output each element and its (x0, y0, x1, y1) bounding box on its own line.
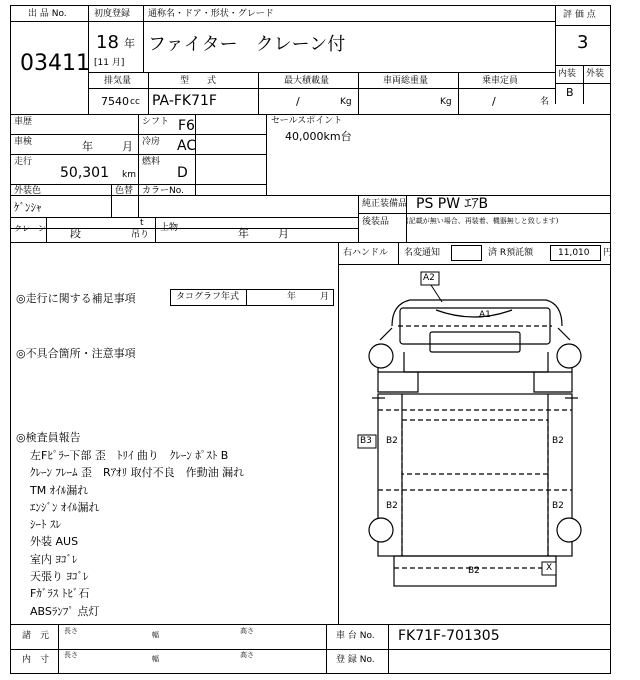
ac-value: AC (177, 138, 197, 154)
damage-mark-x: X (546, 563, 553, 573)
report-line: 室内 ﾖｺﾞﾚ (30, 552, 78, 566)
report-line: 外装 AUS (30, 535, 79, 549)
exterior-label: 外装 (586, 69, 605, 79)
inspection-month: 月 (122, 140, 133, 153)
history-label: 車歴 (14, 117, 33, 127)
report-line: ABSﾗﾝﾌﾟ 点灯 (30, 604, 100, 618)
report-line: ｴﾝｼﾞﾝ ｵｲﾙ漏れ (30, 500, 100, 514)
driving-notes-label: ◎走行に関する補足事項 (16, 292, 136, 305)
chassis-label: 車 台 No. (336, 631, 375, 641)
ac-label: 冷房 (142, 137, 161, 147)
report-line: ｼｰﾄ ｽﾚ (30, 518, 61, 532)
report-line: ｸﾚｰﾝ ﾌﾚｰﾑ 歪 Rｱｵﾘ 取付不良 作動油 漏れ (30, 466, 245, 480)
truck-wheels (369, 344, 581, 542)
width-label: 幅 (152, 631, 159, 639)
recycle-unit: 円 (603, 248, 613, 258)
crane-stage: 段 (70, 227, 81, 240)
interior-width-label: 幅 (152, 655, 159, 663)
max-load-slash: / (296, 95, 300, 108)
interior-dims-label: 内 寸 (22, 655, 50, 665)
displacement-value: 7540 (101, 95, 129, 108)
color-label: 外装色 (14, 186, 42, 196)
tachograph-year: 年 (287, 292, 297, 302)
equipment-value: PS PW ｴｱB (416, 196, 489, 212)
mileage-unit: km (122, 170, 136, 180)
interior-height-label: 高さ (240, 651, 254, 659)
capacity-slash: / (492, 95, 496, 108)
crane-hang: 吊り (131, 230, 150, 240)
report-line: TM ｵｲﾙ漏れ (30, 483, 89, 497)
shift-label: シフト (142, 117, 170, 127)
tachograph-month: 月 (320, 292, 330, 302)
aftermarket-note: (記載が無い場合、再装着、機器無しと致します) (406, 217, 559, 225)
color-change-label: 色替 (115, 186, 134, 196)
mileage-label: 走行 (14, 157, 33, 167)
report-line: 左Fﾋﾟﾗｰ下部 歪 ﾄﾘｲ 曲り ｸﾚｰﾝ ﾎﾟｽﾄ B (30, 449, 229, 462)
gross-weight-unit: Kg (440, 97, 452, 107)
equipment-label: 純正装備品 (362, 199, 408, 209)
max-load-label: 最大積載量 (284, 76, 330, 86)
crane-ton: t (140, 218, 144, 228)
crane-month: 月 (278, 227, 289, 240)
inspector-report-label: ◎検査員報告 (16, 431, 81, 444)
height-label: 高さ (240, 627, 254, 635)
tachograph-label: タコグラフ年式 (176, 292, 240, 302)
damage-mark-b2-right-upper: B2 (552, 436, 564, 446)
inspector-report-lines (30, 447, 244, 620)
crane-year: 年 (238, 227, 249, 240)
interior-label: 内装 (558, 69, 577, 79)
model-code: PA-FK71F (152, 93, 217, 109)
truck-diagram (372, 300, 578, 586)
score-label: 評 価 点 (563, 10, 596, 20)
model-code-label: 型 式 (180, 76, 217, 86)
chassis-number: FK71F-701305 (398, 628, 500, 644)
damage-mark-a1: A1 (479, 310, 491, 320)
crane-up-label: 上物 (160, 223, 179, 233)
inspection-label: 車検 (14, 137, 33, 147)
displacement-label: 排気量 (104, 76, 132, 86)
shift-value: F6 (178, 118, 195, 134)
crane-label: クレーン (14, 224, 46, 233)
damage-mark-b2-left-lower: B2 (386, 501, 398, 511)
capacity-unit: 名 (540, 97, 550, 107)
defects-label: ◎不具合箇所・注意事項 (16, 347, 136, 360)
model-name-label: 通称名・ドア・形状・グレード (148, 9, 274, 19)
inspection-year: 年 (82, 140, 93, 153)
first-reg-month: [11 月] (94, 58, 125, 68)
first-reg-year-unit: 年 (124, 37, 135, 50)
report-line: 天張り ﾖｺﾞﾚ (30, 570, 89, 584)
fuel-label: 燃料 (142, 157, 161, 167)
lot-label: 出 品 No. (28, 9, 67, 19)
color-code-label: カラーNo. (142, 186, 184, 196)
first-reg-year: 18 (96, 32, 119, 53)
recycle-amount: 11,010 (558, 248, 590, 258)
fuel-value: D (177, 165, 188, 181)
interior-grade: B (566, 86, 574, 99)
dims-label: 諸 元 (22, 631, 50, 641)
sales-point: 40,000km台 (285, 130, 352, 143)
lot-number: 03411 (20, 51, 90, 76)
first-reg-label: 初度登録 (94, 9, 131, 19)
right-hand-drive: 右ハンドル (343, 248, 389, 258)
model-name: ファイター クレーン付 (148, 34, 346, 55)
mileage-value: 50,301 (60, 165, 109, 181)
interior-length-label: 長さ (64, 651, 78, 659)
change-notice-label: 名変通知 (404, 248, 441, 258)
damage-mark-b2-right-lower: B2 (552, 501, 564, 511)
gross-weight-label: 車両総重量 (383, 76, 429, 86)
damage-mark-b2-left-upper: B2 (386, 436, 398, 446)
score-value: 3 (577, 32, 589, 53)
registration-label: 登 録 No. (336, 655, 375, 665)
report-line: Fｶﾞﾗｽ ﾄﾋﾞ石 (30, 587, 90, 601)
damage-mark-b2-rear: B2 (468, 566, 480, 576)
displacement-unit: cc (130, 97, 140, 107)
max-load-unit: Kg (340, 97, 352, 107)
color-value: ｹﾞﾝｼｬ (14, 201, 42, 214)
sales-point-label: セールスポイント (271, 116, 343, 126)
damage-mark-b3: B3 (360, 436, 372, 446)
length-label: 長さ (64, 627, 78, 635)
capacity-label: 乗車定員 (482, 76, 519, 86)
recycle-label: 済 R預託額 (488, 248, 534, 258)
aftermarket-label: 後装品 (362, 217, 390, 227)
damage-mark-a2: A2 (423, 273, 435, 283)
